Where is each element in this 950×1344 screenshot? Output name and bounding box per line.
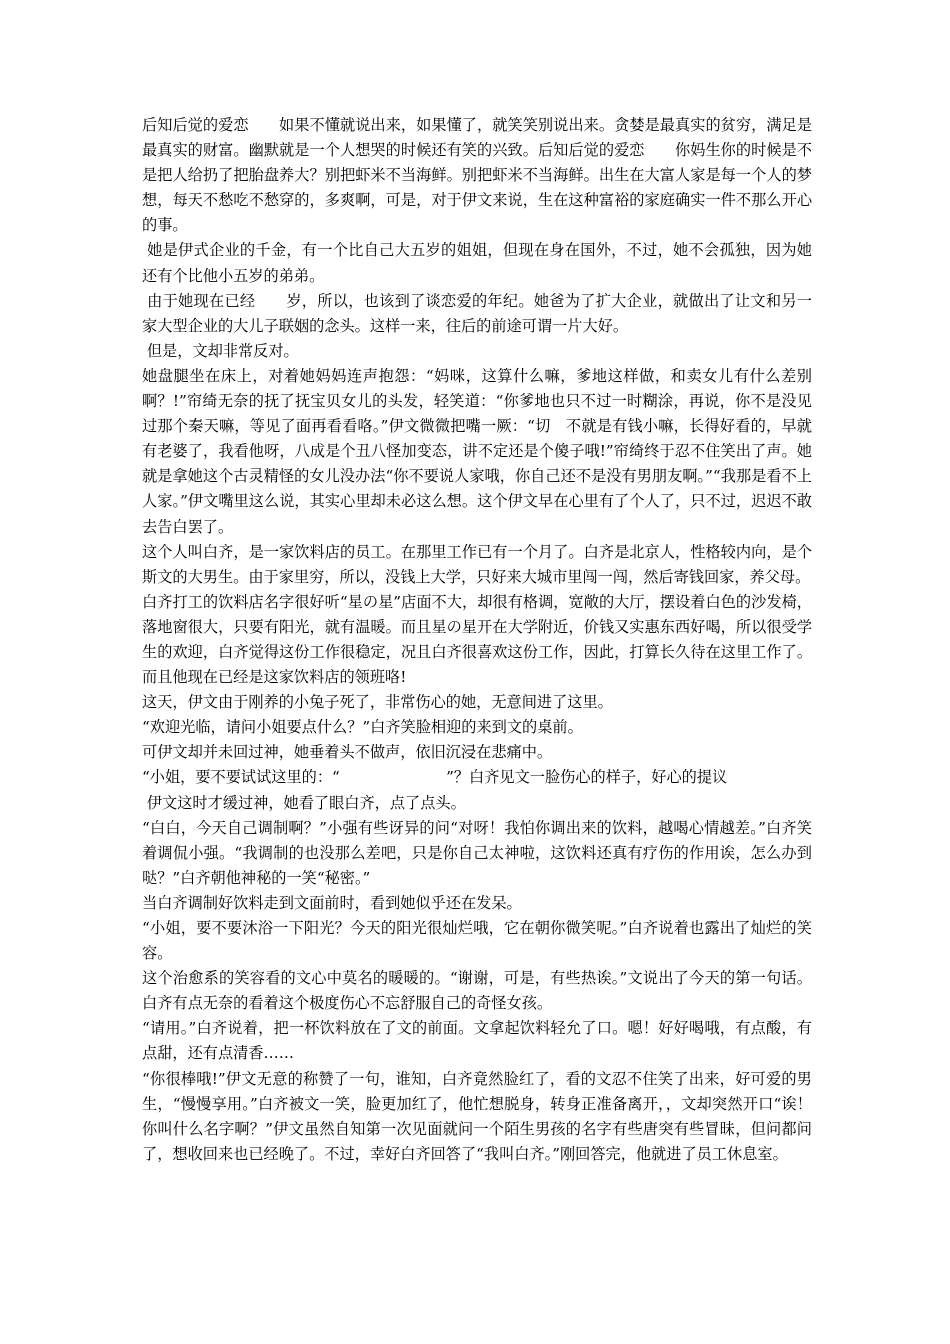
paragraph: 白齐打工的饮料店名字很好听“星の星”店面不大，却很有格调，宽敞的大厅，摆设着白色的沙发椅，落地窗很大，只要有阳光，就有温暖。而且星の星开在大学附近，价钱又实惠东西好喝，所以很受学生的欢迎，白齐觉得这份工作很稳定，况且白齐很喜欢这份工作，因此，打算长久待在这里工作了。而且他现在已经是这家饮料店的领班咯! <box>142 592 812 687</box>
paragraph: “小姐，要不要试试这里的：“ ”？白齐见文一脸伤心的样子，好心的提议 <box>142 768 728 787</box>
paragraph: “你很棒哦!”伊文无意的称赞了一句，谁知，白齐竟然脸红了，看的文忍不住笑了出来，好可爱的男生，“慢慢享用。”白齐被文一笑，脸更加红了，他忙想脱身，转身正准备离开，，文却突然开口“诶！你叫什么名字啊？”伊文虽然自知第一次见面就问一个陌生男孩的名字有些唐突有些冒昧，但问都问了，想收回来也已经晚了。不过，幸好白齐回答了“我叫白齐。”刚回答完，他就进了员工休息室。 <box>142 1069 812 1163</box>
paragraph: 这天，伊文由于刚养的小兔子死了，非常伤心的她，无意间进了这里。 <box>142 693 613 712</box>
article-body <box>142 113 812 1167</box>
paragraph: “请用。”白齐说着，把一杯饮料放在了文的前面。文拿起饮料轻允了口。嗯！好好喝哦，有点酸，有点甜，还有点清香…… <box>142 1019 812 1063</box>
paragraph: 她是伊式企业的千金，有一个比自己大五岁的姐姐，但现在身在国外，不过，她不会孤独，因为她还有个比他小五岁的弟弟。 <box>142 241 812 285</box>
paragraph: 她盘腿坐在床上，对着她妈妈连声抱怨：“妈咪，这算什么嘛，爹地这样做，和卖女儿有什么差别啊？!”帘绮无奈的抚了抚宝贝女儿的头发，轻笑道：“你爹地也只不过一时糊涂，再说，你不是没见过那个秦天嘛，等见了面再看看咯。”伊文微微把嘴一厥：“切 不就是有钱小嘛，长得好看的，早就有老婆了，我看他呀，八成是个丑八怪加变态，讲不定还是个傻子哦!”帘绮终于忍不住笑出了声。她就是拿她这个古灵精怪的女儿没办法“你不要说人家哦，你自己还不是没有男朋友啊。”“我那是看不上人家。”伊文嘴里这么说，其实心里却未必这么想。这个伊文早在心里有了个人了，只不过，迟迟不敢去告白罢了。 <box>142 366 812 536</box>
paragraph: 这个治愈系的笑容看的文心中莫名的暖暖的。“谢谢，可是，有些热诶。”文说出了今天的第一句话。白齐有点无奈的看着这个极度伤心不忘舒服自己的奇怪女孩。 <box>142 969 812 1013</box>
paragraph: 但是，文却非常反对。 <box>142 341 299 360</box>
paragraph: 这个人叫白齐，是一家饮料店的员工。在那里工作已有一个月了。白齐是北京人，性格较内向，是个斯文的大男生。由于家里穷，所以，没钱上大学，只好来大城市里闯一闯，然后寄钱回家，养父母。 <box>142 542 812 586</box>
paragraph: 当白齐调制好饮料走到文面前时，看到她似乎还在发呆。 <box>142 893 522 912</box>
paragraph: “欢迎光临，请问小姐要点什么？”白齐笑脸相迎的来到文的桌前。 <box>142 718 583 737</box>
paragraph: “白白，今天自己调制啊？”小强有些讶异的问“对呀！我怕你调出来的饮料，越喝心情越差。”白齐笑着调侃小强。“我调制的也没那么差吧，只是你自己太神啦，这饮料还真有疗伤的作用诶，怎么办到哒？”白齐朝他神秘的一笑“秘密。” <box>142 818 812 887</box>
paragraph: “小姐，要不要沐浴一下阳光？今天的阳光很灿烂哦，它在朝你微笑呢。”白齐说着也露出了灿烂的笑容。 <box>142 919 812 963</box>
paragraph: 伊文这时才缓过神，她看了眼白齐，点了点头。 <box>142 793 466 812</box>
paragraph: 可伊文却并未回过神，她垂着头不做声，依旧沉浸在悲痛中。 <box>142 743 553 762</box>
paragraph: 由于她现在已经 岁，所以，也该到了谈恋爱的年纪。她爸为了扩大企业，就做出了让文和另一家大型企业的大儿子联姻的念头。这样一来，往后的前途可谓一片大好。 <box>142 291 812 335</box>
paragraph: 后知后觉的爱恋 如果不懂就说出来，如果懂了，就笑笑别说出来。贪婪是最真实的贫穷，满足是最真实的财富。幽默就是一个人想哭的时候还有笑的兴致。后知后觉的爱恋 你妈生你的时候是不是把人给扔了把胎盘养大？别把虾米不当海鲜。别把虾米不当海鲜。出生在大富人家是每一个人的梦想，每天不愁吃不愁穿的，多爽啊，可是，对于伊文来说，生在这种富裕的家庭确实一件不那么开心的事。 <box>142 116 812 235</box>
